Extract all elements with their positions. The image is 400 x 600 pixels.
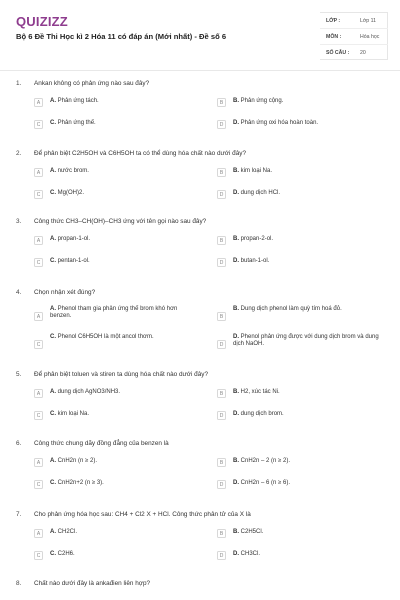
option-text: kim loại Na.: [240, 168, 273, 174]
option-letter-bold: C.: [50, 190, 56, 196]
option-label: [50, 480, 198, 487]
option-text: propan-2-ol.: [240, 236, 274, 242]
option-letter-bold: A.: [50, 529, 56, 535]
option-text: propan-1-ol.: [57, 236, 91, 242]
option-label: [50, 168, 198, 175]
option-text: dung dịch HCl.: [240, 190, 281, 196]
question-text: Để phân biệt C2H5OH và C6H5OH ta có thể dùng hóa chất nào dưới đây?: [34, 150, 247, 157]
option-letter-bold: D.: [233, 411, 239, 417]
question-text: Chất nào dưới đây là ankađien liên hợp?: [34, 580, 151, 587]
answer-option-b[interactable]: [217, 387, 381, 401]
option-letter-badge: B: [217, 236, 226, 245]
option-label: [233, 168, 381, 175]
option-letter-badge: A: [34, 389, 43, 398]
answer-option-b[interactable]: [217, 456, 381, 470]
option-label: [233, 411, 381, 418]
option-letter-badge: A: [34, 529, 43, 538]
question-text: Để phân biệt toluen và stiren ta dùng hóa chất nào dưới đây?: [34, 371, 209, 378]
option-label: [233, 258, 381, 265]
option-letter-bold: A.: [50, 236, 56, 242]
meta-key: LỚP :: [326, 18, 341, 24]
option-letter-badge: D: [217, 190, 226, 199]
question-number: 2.: [16, 150, 22, 157]
option-letter-badge: B: [217, 389, 226, 398]
option-letter-badge: C: [34, 411, 43, 420]
question-text: Cho phản ứng hóa học sau: CH4 + Cl2 X + HCl. Công thức phân tử của X là: [34, 511, 251, 518]
option-label: [50, 258, 198, 265]
option-letter-bold: A.: [50, 306, 56, 312]
option-text: kim loại Na.: [57, 411, 90, 417]
option-letter-badge: C: [34, 480, 43, 489]
option-text: butan-1-ol.: [240, 258, 270, 264]
option-text: Mg(OH)2.: [57, 190, 85, 196]
option-text: dung dịch AgNO3/NH3.: [57, 389, 121, 395]
option-text: Phản ứng tách.: [57, 98, 99, 104]
question-number: 8.: [16, 580, 22, 587]
option-label: [233, 190, 381, 197]
option-letter-bold: B.: [233, 458, 239, 464]
question-number: 3.: [16, 218, 22, 225]
answer-option-a[interactable]: [34, 456, 198, 470]
answer-option-b[interactable]: [217, 305, 381, 327]
answer-option-a[interactable]: [34, 305, 198, 327]
option-label: [233, 236, 381, 243]
option-letter-bold: D.: [233, 334, 239, 340]
answer-option-a[interactable]: [34, 387, 198, 401]
option-label: [50, 98, 198, 105]
option-letter-badge: B: [217, 529, 226, 538]
option-text: Phản ứng thế.: [57, 120, 96, 126]
meta-value: Lớp 11: [360, 18, 376, 24]
option-text: dung dịch brom.: [240, 411, 284, 417]
option-letter-bold: C.: [50, 480, 56, 486]
option-label: [233, 551, 381, 558]
option-label: [233, 458, 381, 465]
option-letter-badge: D: [217, 480, 226, 489]
option-letter-badge: A: [34, 168, 43, 177]
option-letter-badge: B: [217, 98, 226, 107]
option-letter-bold: A.: [50, 389, 56, 395]
answer-option-d[interactable]: [217, 549, 381, 563]
option-text: Dung dịch phenol làm quỳ tím hoá đỏ.: [240, 306, 342, 312]
option-letter-bold: B.: [233, 98, 239, 104]
option-text: C2H6.: [57, 551, 75, 557]
answer-option-d[interactable]: [217, 478, 381, 492]
option-letter-bold: B.: [233, 236, 239, 242]
option-text: Phản ứng oxi hóa hoàn toàn.: [240, 120, 319, 126]
option-letter-bold: C.: [50, 120, 56, 126]
answer-option-c[interactable]: [34, 478, 198, 492]
option-letter-badge: D: [217, 411, 226, 420]
option-letter-badge: D: [217, 340, 226, 349]
option-letter-badge: D: [217, 120, 226, 129]
option-letter-badge: D: [217, 258, 226, 267]
option-text: Phenol C6H5OH là một ancol thơm.: [57, 334, 154, 340]
option-text: H2, xúc tác Ni.: [240, 389, 280, 395]
quizizz-logo: QUIZIZZ: [16, 14, 68, 29]
answer-option-b[interactable]: [217, 166, 381, 180]
option-letter-badge: A: [34, 236, 43, 245]
option-text: Phenol tham gia phản ứng thế brom khó hơn benzen.: [50, 306, 178, 319]
answer-option-a[interactable]: [34, 234, 198, 248]
answer-option-a[interactable]: [34, 527, 198, 541]
answer-option-c[interactable]: [34, 409, 198, 423]
option-letter-bold: D.: [233, 120, 239, 126]
answer-option-d[interactable]: [217, 409, 381, 423]
option-letter-badge: A: [34, 458, 43, 467]
option-letter-badge: C: [34, 340, 43, 349]
option-letter-bold: C.: [50, 551, 56, 557]
meta-row-class: [320, 13, 388, 29]
option-text: CnH2n – 6 (n ≥ 6).: [240, 480, 290, 486]
question-number: 5.: [16, 371, 22, 378]
option-letter-badge: B: [217, 168, 226, 177]
option-label: [233, 389, 381, 396]
option-letter-badge: C: [34, 258, 43, 267]
option-text: pentan-1-ol.: [57, 258, 90, 264]
option-label: [233, 306, 381, 313]
answer-option-b[interactable]: [217, 96, 381, 110]
option-letter-bold: B.: [233, 389, 239, 395]
option-label: [50, 529, 198, 536]
answer-option-c[interactable]: [34, 256, 198, 270]
option-label: [50, 236, 198, 243]
question-text: Chọn nhận xét đúng?: [34, 289, 96, 296]
meta-row-count: [320, 45, 388, 61]
option-text: nước brom.: [57, 168, 89, 174]
answer-option-b[interactable]: [217, 234, 381, 248]
option-text: CnH2n – 2 (n ≥ 2).: [240, 458, 290, 464]
option-label: [50, 389, 198, 396]
option-letter-badge: C: [34, 551, 43, 560]
option-letter-bold: D.: [233, 480, 239, 486]
option-label: [50, 190, 198, 197]
option-letter-badge: A: [34, 98, 43, 107]
option-text: CH3Cl.: [240, 551, 261, 557]
option-letter-badge: D: [217, 551, 226, 560]
meta-row-subject: [320, 29, 388, 45]
answer-option-c[interactable]: [34, 188, 198, 202]
option-letter-bold: C.: [50, 334, 56, 340]
option-label: [233, 529, 381, 536]
option-letter-bold: D.: [233, 551, 239, 557]
question-text: Công thức chung dãy đồng đẳng của benzen là: [34, 440, 169, 447]
meta-key: SỐ CÂU :: [326, 50, 350, 56]
option-label: [50, 334, 198, 341]
option-letter-bold: A.: [50, 458, 56, 464]
option-label: [233, 120, 381, 127]
option-letter-badge: B: [217, 312, 226, 321]
option-label: [50, 411, 198, 418]
answer-option-d[interactable]: [217, 188, 381, 202]
header-divider: [0, 70, 400, 71]
option-letter-bold: C.: [50, 258, 56, 264]
option-text: CnH2n (n ≥ 2).: [57, 458, 97, 464]
question-number: 4.: [16, 289, 22, 296]
meta-value: 20: [360, 50, 366, 56]
option-letter-bold: A.: [50, 98, 56, 104]
option-text: CH2Cl.: [57, 529, 78, 535]
option-letter-bold: B.: [233, 306, 239, 312]
answer-option-b[interactable]: [217, 527, 381, 541]
option-letter-badge: A: [34, 312, 43, 321]
option-text: C2H5Cl.: [240, 529, 264, 535]
option-text: CnH2n+2 (n ≥ 3).: [57, 480, 104, 486]
meta-key: MÔN :: [326, 34, 342, 40]
option-letter-badge: C: [34, 190, 43, 199]
question-number: 1.: [16, 80, 22, 87]
option-label: [50, 458, 198, 465]
worksheet-title: Bộ 6 Đề Thi Học kì 2 Hóa 11 có đáp án (Mới nhất) - Đề số 6: [16, 32, 227, 41]
option-label: [233, 480, 381, 487]
option-letter-badge: C: [34, 120, 43, 129]
option-label: [233, 334, 381, 348]
option-label: [50, 120, 198, 127]
answer-option-a[interactable]: [34, 96, 198, 110]
question-text: Công thức CH3–CH(OH)–CH3 ứng với tên gọi nào sau đây?: [34, 218, 207, 225]
option-letter-bold: A.: [50, 168, 56, 174]
option-text: Phenol phản ứng được với dung dịch brom và dung dịch NaOH.: [233, 334, 379, 347]
option-label: [233, 98, 381, 105]
worksheet-meta-box: [320, 12, 388, 60]
answer-option-c[interactable]: [34, 549, 198, 563]
answer-option-d[interactable]: [217, 118, 381, 132]
question-text: Ankan không có phản ứng nào sau đây?: [34, 80, 150, 87]
question-number: 6.: [16, 440, 22, 447]
option-label: [50, 306, 198, 320]
option-letter-bold: C.: [50, 411, 56, 417]
option-letter-bold: D.: [233, 190, 239, 196]
answer-option-c[interactable]: [34, 118, 198, 132]
answer-option-a[interactable]: [34, 166, 198, 180]
option-letter-bold: D.: [233, 258, 239, 264]
option-text: Phản ứng cộng.: [240, 98, 284, 104]
answer-option-d[interactable]: [217, 256, 381, 270]
question-number: 7.: [16, 511, 22, 518]
answer-option-d[interactable]: [217, 333, 381, 355]
option-letter-badge: B: [217, 458, 226, 467]
option-letter-bold: B.: [233, 168, 239, 174]
option-label: [50, 551, 198, 558]
worksheet-header: [0, 0, 400, 72]
meta-value: Hóa học: [360, 34, 380, 40]
option-letter-bold: B.: [233, 529, 239, 535]
answer-option-c[interactable]: [34, 333, 198, 355]
